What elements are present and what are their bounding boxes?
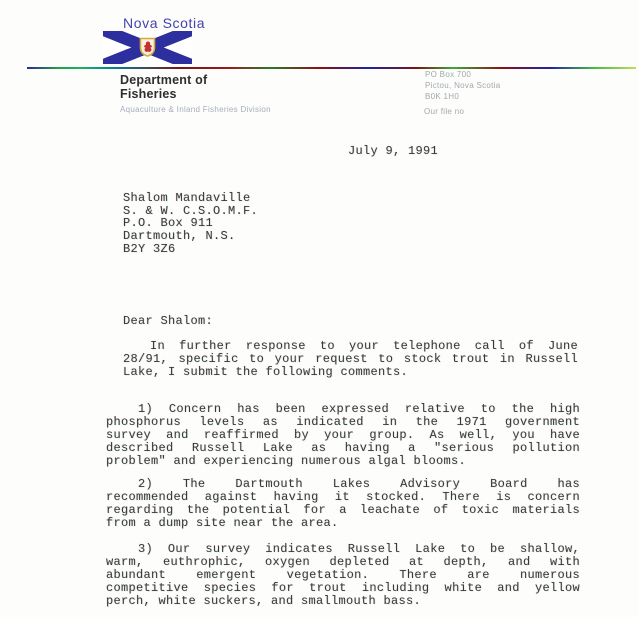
typed-line: In further response to your telephone call of June bbox=[150, 339, 578, 353]
typed-line: regarding the potential for a leachate of toxic materials bbox=[106, 502, 580, 517]
head-office-address bbox=[425, 70, 501, 102]
salutation: Dear Shalom: bbox=[123, 314, 214, 328]
typed-line: Lake, I submit the following comments. bbox=[123, 364, 409, 379]
address-line: B0K 1H0 bbox=[425, 91, 460, 101]
letter-date: July 9, 1991 bbox=[348, 144, 439, 158]
recipient-line: Shalom Mandaville bbox=[123, 191, 251, 205]
typed-line: 28/91, specific to your request to stock trout in Russell bbox=[123, 351, 578, 366]
typed-line: survey and reaffirmed by your group. As well, you have bbox=[106, 427, 580, 442]
typed-line: warm, euthrophic, oxygen depleted at depth, and with bbox=[106, 554, 580, 569]
typed-line: 1) Concern has been expressed relative to the high bbox=[138, 402, 580, 416]
recipient-line: P.O. Box 911 bbox=[123, 216, 214, 231]
recipient-line: Dartmouth, N.S. bbox=[123, 229, 236, 244]
recipient-address-block bbox=[123, 192, 258, 256]
recipient-line: B2Y 3Z6 bbox=[123, 241, 176, 256]
address-line: PO Box 700 bbox=[425, 70, 472, 79]
typed-line: perch, white suckers, and smallmouth bass. bbox=[106, 593, 422, 608]
division-subtitle: Aquaculture & Inland Fisheries Division bbox=[120, 105, 271, 114]
typed-line: from a dump site near the area. bbox=[106, 515, 339, 530]
department-title-line1: Department of bbox=[120, 73, 208, 87]
nova-scotia-flag-icon bbox=[103, 31, 192, 64]
file-number-label: Our file no bbox=[424, 107, 465, 116]
nova-scotia-wordmark: Nova Scotia bbox=[123, 15, 206, 31]
typed-line: phosphorus levels as indicated in the 1971 government bbox=[106, 414, 580, 429]
typed-line: 3) Our survey indicates Russell Lake to be shallow, bbox=[138, 542, 580, 556]
department-title bbox=[120, 74, 207, 101]
typed-line: problem" and experiencing numerous algal blooms. bbox=[106, 453, 467, 468]
typed-line: 2) The Dartmouth Lakes Advisory Board has bbox=[138, 477, 580, 491]
typed-line: recommended against having it stocked. There is concern bbox=[106, 489, 580, 504]
recipient-line: S. & W. C.S.O.M.F. bbox=[123, 203, 259, 218]
department-title-line2: Fisheries bbox=[120, 86, 177, 101]
numbered-paragraph-3 bbox=[106, 543, 580, 608]
numbered-paragraph-1 bbox=[106, 403, 580, 468]
letterhead-divider-rule bbox=[27, 67, 636, 69]
numbered-paragraph-2 bbox=[106, 478, 580, 530]
intro-paragraph bbox=[123, 340, 578, 379]
address-line: Pictou, Nova Scotia bbox=[425, 80, 501, 90]
typed-line: competitive species for trout including white and yellow bbox=[106, 580, 580, 595]
typed-line: described Russell Lake as having a "serious pollution bbox=[106, 440, 580, 455]
typed-line: abundant emergent vegetation. There are numerous bbox=[106, 567, 580, 582]
